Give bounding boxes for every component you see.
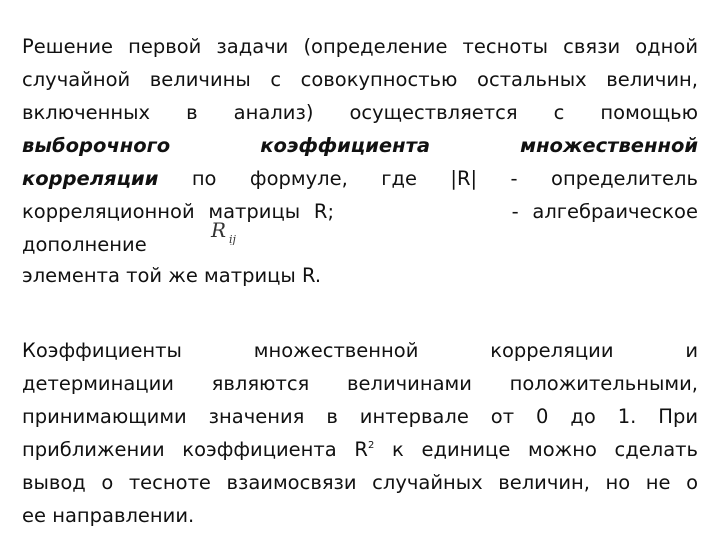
text-line: случайной величины с совокупностью остальных величин, bbox=[22, 68, 698, 91]
text-matrix: корреляционной матрицы R; bbox=[22, 200, 335, 223]
text-r-suffix: к единице можно сделать bbox=[392, 438, 699, 461]
formula-subscript: ij bbox=[229, 233, 236, 245]
slide bbox=[22, 0, 698, 540]
text-line: Решение первой задачи (определение тесноты связи одной bbox=[22, 35, 698, 58]
superscript-2: 2 bbox=[367, 440, 375, 451]
text-line-element: элемента той же матрицы R. bbox=[22, 264, 322, 287]
term-coefficient: коэффициента bbox=[260, 134, 431, 157]
term-multiple: множественной bbox=[520, 134, 699, 157]
text-line: дополнение bbox=[22, 233, 147, 256]
text-line bbox=[22, 433, 698, 466]
text-r-prefix: приближении коэффициента R bbox=[22, 438, 368, 461]
text-line bbox=[22, 129, 698, 162]
text-line bbox=[22, 195, 698, 228]
text-line: детерминации являются величинами положительными, bbox=[22, 372, 698, 395]
term-correlation: корреляции bbox=[22, 167, 159, 190]
paragraph-solution bbox=[22, 30, 698, 261]
formula-rij-image bbox=[209, 217, 253, 245]
paragraph-coefficients bbox=[22, 334, 698, 532]
text-line: Коэффициенты множественной корреляции и bbox=[22, 339, 698, 362]
text-line: принимающими значения в интервале от 0 до 1. При bbox=[22, 405, 698, 428]
text-line: включенных в анализ) осуществляется с помощью bbox=[22, 101, 698, 124]
text-formula-desc: по формуле, где |R| - определитель bbox=[191, 167, 699, 190]
term-sample: выборочного bbox=[22, 134, 171, 157]
text-line bbox=[22, 162, 698, 195]
formula-symbol: R bbox=[211, 218, 227, 242]
text-line: ее направлении. bbox=[22, 504, 195, 527]
text-line: вывод о тесноте взаимосвязи случайных величин, но не о bbox=[22, 471, 698, 494]
text-algebraic: - алгебраическое bbox=[511, 200, 698, 223]
